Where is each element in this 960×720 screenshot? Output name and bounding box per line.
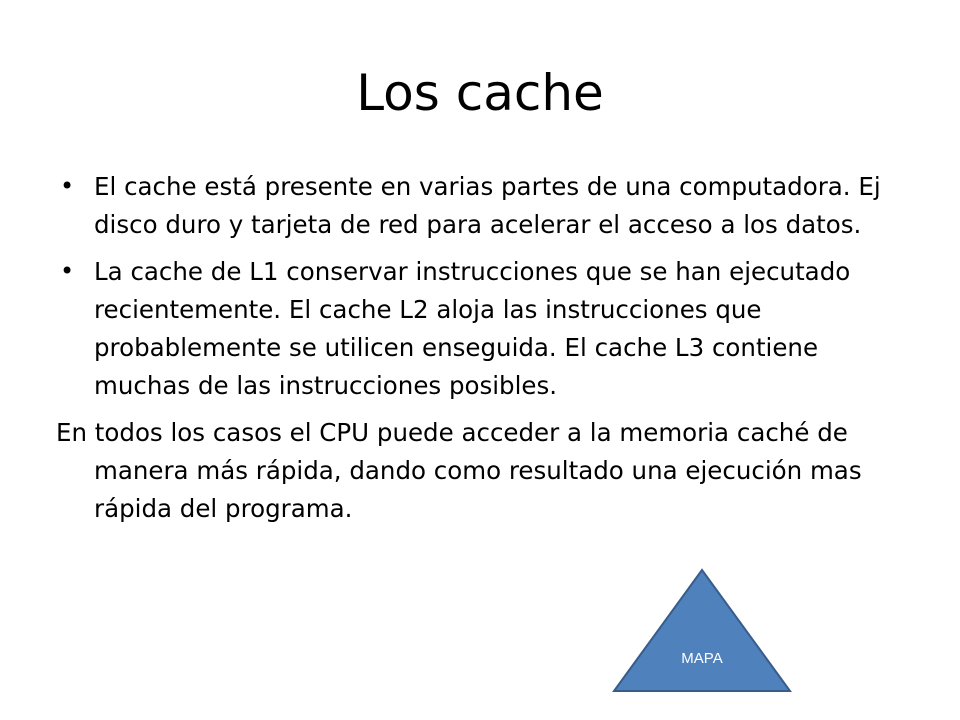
bullet-item (56, 253, 916, 405)
bullet-dot-icon: • (60, 172, 75, 200)
bullet-text: La cache de L1 conservar instrucciones que se han ejecutado recientemente. El cache L2 aloja las instrucciones que probablemente se utilicen enseguida. El cache L3 contiene muchas de las instrucciones posibles. (94, 257, 851, 400)
bullet-item (56, 168, 916, 244)
slide-content (56, 168, 916, 528)
map-button[interactable] (612, 568, 792, 693)
triangle-icon (612, 568, 792, 693)
bullet-dot-icon: • (60, 257, 75, 285)
bullet-text: El cache está presente en varias partes de una computadora. Ej disco duro y tarjeta de red para acelerar el acceso a los datos. (94, 172, 881, 239)
summary-paragraph: En todos los casos el CPU puede acceder a la memoria caché de manera más rápida, dando como resultado una ejecución mas rápida del programa. (56, 418, 862, 523)
slide-title: Los cache (356, 64, 604, 122)
map-button-label: MAPA (681, 650, 723, 667)
